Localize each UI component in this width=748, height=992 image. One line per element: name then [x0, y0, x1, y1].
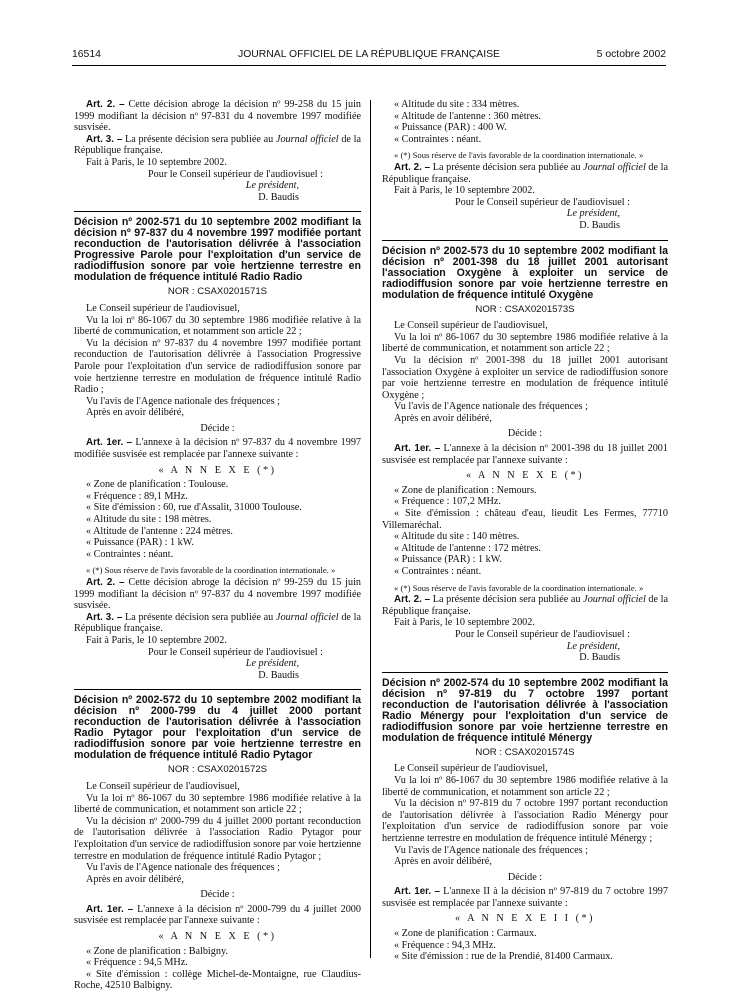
decide-heading: Décide :: [200, 422, 235, 434]
article-3: Art. 3. – La présente décision sera publiée au Journal officiel de la République française.: [74, 133, 362, 157]
issue-date: 5 octobre 2002: [596, 49, 666, 60]
paragraph: Après en avoir délibéré,: [394, 412, 492, 424]
header-rule: [72, 65, 666, 66]
signature-title: Le président,: [566, 208, 620, 220]
nor-reference: NOR : CSAX0201574S: [475, 746, 575, 758]
fait-line: Fait à Paris, le 10 septembre 2002.: [394, 617, 535, 629]
signature-title: Le président,: [566, 640, 620, 652]
annexe-heading: « A N N E X E (*): [158, 464, 277, 476]
paragraph: Vu l'avis de l'Agence nationale des fréquences ;: [86, 395, 280, 407]
page-number: 16514: [72, 49, 101, 60]
paragraph: Vu la loi nº 86-1067 du 30 septembre 1986 modifiée relative à la liberté de communication, et notamment son article 22 ;: [382, 331, 668, 355]
signature-pour: Pour le Conseil supérieur de l'audiovisuel :: [148, 168, 323, 180]
fait-line: Fait à Paris, le 10 septembre 2002.: [394, 185, 535, 197]
signature-title: Le président,: [245, 180, 299, 192]
nor-reference: NOR : CSAX0201573S: [475, 303, 575, 315]
annexe-list: [382, 928, 668, 963]
right-column: [382, 99, 668, 963]
list-item: « Site d'émission : château d'eau, lieudit Les Fermes, 77710 Villemaréchal.: [382, 508, 668, 531]
paragraph: Vu la décision nº 2000-799 du 4 juillet 2000 portant reconduction de l'autorisation délivrée à l'association Radio Pytagor pour l'exploitation d'un service de radiodiffusion sonore par voie hertzienne terrestre en modulation de fréquence intitulé Radio Pytagor ;: [74, 815, 361, 862]
list-item: « Altitude de l'antenne : 172 mètres.: [394, 542, 541, 554]
journal-title: JOURNAL OFFICIEL DE LA RÉPUBLIQUE FRANÇAISE: [238, 49, 500, 60]
annexe-list: [382, 485, 668, 578]
article-2: Art. 2. – La présente décision sera publiée au Journal officiel de la République française.: [382, 594, 669, 617]
annexe-list: [382, 99, 668, 145]
article-1: Art. 1er. – L'annexe à la décision nº 97-837 du 4 novembre 1997 modifiée susvisée est remplacée par l'annexe suivante :: [74, 437, 362, 461]
list-item: « Altitude du site : 140 mètres.: [394, 531, 520, 543]
list-item: « Site d'émission : collège Michel-de-Montaigne, rue Claudius-Roche, 42510 Balbigny.: [74, 968, 361, 992]
list-item: « Contraintes : néant.: [86, 548, 174, 560]
paragraph: Le Conseil supérieur de l'audiovisuel,: [394, 320, 548, 332]
column-divider: [370, 100, 371, 958]
list-item: « Site d'émission : rue de la Prendié, 81400 Carmaux.: [394, 951, 613, 963]
section-rule: [74, 211, 361, 212]
annexe-list: [74, 479, 361, 560]
article-1: Art. 1er. – L'annexe à la décision nº 2001-398 du 18 juillet 2001 susvisée est remplacée par l'annexe suivante :: [382, 443, 668, 466]
paragraph: Vu l'avis de l'Agence nationale des fréquences ;: [394, 401, 588, 413]
article-2: Art. 2. – Cette décision abroge la décision nº 99-258 du 15 juin 1999 modifiant la décision nº 97-831 du 4 novembre 1997 modifiée susvisée.: [74, 99, 362, 134]
decide-heading: Décide :: [507, 871, 543, 883]
list-item: « Contraintes : néant.: [394, 566, 482, 577]
annexe-heading: « A N N E X E I I (*): [455, 913, 595, 925]
paragraph: Vu l'avis de l'Agence nationale des fréquences ;: [86, 862, 280, 874]
paragraph: Vu la décision nº 97-837 du 4 novembre 1997 modifiée portant reconduction de l'autorisation délivrée à l'association Progressive Parole pour l'exploitation d'un service de radiodiffusion sonore par voie hertzienne terrestre en modulation de fréquence intitulé Radio Radio ;: [74, 337, 361, 396]
section-rule: [382, 672, 668, 673]
nor-reference: NOR : CSAX0201572S: [167, 764, 268, 776]
fait-line: Fait à Paris, le 10 septembre 2002.: [86, 634, 227, 646]
article-2: Art. 2. – Cette décision abroge la décision nº 99-259 du 15 juin 1999 modifiant la décision nº 97-837 du 4 novembre 1997 modifiée susvisée.: [74, 577, 362, 612]
paragraph: Vu la loi nº 86-1067 du 30 septembre 1986 modifiée relative à la liberté de communication, et notamment son article 22 ;: [382, 774, 668, 798]
paragraph: Vu la décision nº 2001-398 du 18 juillet 2001 autorisant l'association Oxygène à exploiter un service de radiodiffusion sonore par voie hertzienne terrestre en modulation de fréquence intitulé Oxygène ;: [382, 354, 668, 401]
article-3: Art. 3. – La présente décision sera publiée au Journal officiel de la République française.: [74, 611, 362, 635]
signature-name: D. Baudis: [579, 652, 620, 664]
list-item: « Altitude du site : 198 mètres.: [86, 514, 212, 526]
page-header: [72, 49, 666, 63]
annexe-note: « (*) Sous réserve de l'avis favorable de la coordination internationale. »: [394, 150, 644, 161]
annexe-list: [74, 946, 361, 992]
list-item: « Zone de planification : Balbigny.: [86, 945, 228, 957]
signature-pour: Pour le Conseil supérieur de l'audiovisuel :: [148, 646, 323, 658]
annexe-note: « (*) Sous réserve de l'avis favorable de la coordination internationale. »: [86, 565, 336, 576]
annexe-note: « (*) Sous réserve de l'avis favorable de la coordination internationale. »: [394, 582, 644, 593]
signature-name: D. Baudis: [579, 219, 620, 231]
paragraph: Après en avoir délibéré,: [86, 873, 184, 885]
paragraph: Le Conseil supérieur de l'audiovisuel,: [394, 763, 548, 775]
decide-heading: Décide :: [200, 889, 235, 901]
article-1: Art. 1er. – L'annexe à la décision nº 2000-799 du 4 juillet 2000 susvisée est remplacée par l'annexe suivante :: [74, 903, 361, 927]
list-item: « Puissance (PAR) : 400 W.: [394, 122, 507, 134]
paragraph: Après en avoir délibéré,: [394, 856, 492, 868]
list-item: « Zone de planification : Toulouse.: [86, 479, 229, 491]
list-item: « Site d'émission : 60, rue d'Assalit, 31000 Toulouse.: [86, 502, 302, 514]
paragraph: Vu l'avis de l'Agence nationale des fréquences ;: [394, 844, 588, 856]
paragraph: Après en avoir délibéré,: [86, 407, 184, 419]
list-item: « Contraintes : néant.: [394, 133, 482, 145]
article-2: Art. 2. – La présente décision sera publiée au Journal officiel de la République française.: [382, 161, 669, 185]
left-column: [74, 99, 361, 992]
section-rule: [74, 689, 361, 690]
list-item: « Zone de planification : Nemours.: [394, 484, 537, 496]
signature-name: D. Baudis: [258, 669, 299, 681]
paragraph: Le Conseil supérieur de l'audiovisuel,: [86, 780, 240, 792]
signature-name: D. Baudis: [258, 191, 299, 203]
decision-title: Décision nº 2002-572 du 10 septembre 2002 modifiant la décision nº 2000-799 du 4 juillet 2000 portant reconduction de l'autorisation délivrée à l'association Radio Pytagor pour l'exploitation d'un service de radiodiffusion sonore par voie hertzienne terrestre en modulation de fréquence intitulé Radio Pytagor: [74, 694, 361, 762]
decide-heading: Décide :: [507, 428, 543, 440]
list-item: « Altitude de l'antenne : 360 mètres.: [394, 110, 541, 122]
fait-line: Fait à Paris, le 10 septembre 2002.: [86, 156, 227, 168]
paragraph: Le Conseil supérieur de l'audiovisuel,: [86, 302, 240, 314]
paragraph: Vu la décision nº 97-819 du 7 octobre 1997 portant reconduction de l'autorisation délivrée à l'association Radio Ménergy pour l'exploitation d'un service de radiodiffusion sonore par voie hertzienne terrestre en modulation de fréquence intitulé Ménergy ;: [382, 798, 668, 844]
list-item: « Fréquence : 94,5 MHz.: [86, 957, 188, 969]
list-item: « Altitude du site : 334 mètres.: [394, 99, 520, 110]
list-item: « Altitude de l'antenne : 224 mètres.: [86, 525, 233, 537]
annexe-heading: « A N N E X E (*): [158, 931, 277, 943]
decision-title: Décision nº 2002-573 du 10 septembre 2002 modifiant la décision nº 2001-398 du 18 juillet 2001 autorisant l'association Oxygène à exploiter un service de radiodiffusion sonore par voie hertzienne terrestre en modulation de fréquence intitulé Oxygène: [382, 244, 668, 301]
decision-title: Décision nº 2002-571 du 10 septembre 2002 modifiant la décision nº 97-837 du 4 novembre 1997 modifiée portant reconduction de l'autorisation délivrée à l'association Progressive Parole pour l'exploitation d'un service de radiodiffusion sonore par voie hertzienne terrestre en modulation de fréquence intitulé Radio Radio: [74, 216, 361, 284]
article-1: Art. 1er. – L'annexe II à la décision nº 97-819 du 7 octobre 1997 susvisée est remplacée par l'annexe suivante :: [382, 886, 668, 909]
paragraph: Vu la loi nº 86-1067 du 30 septembre 1986 modifiée relative à la liberté de communication, et notamment son article 22 ;: [74, 314, 361, 338]
list-item: « Fréquence : 89,1 MHz.: [86, 490, 188, 502]
decision-title: Décision nº 2002-574 du 10 septembre 2002 modifiant la décision nº 97-819 du 7 octobre 1997 portant reconduction de l'autorisation délivrée à l'association Radio Ménergy pour l'exploitation d'un service de radiodiffusion sonore par voie hertzienne terrestre en modulation de fréquence intitulé Ménergy: [382, 676, 668, 744]
list-item: « Puissance (PAR) : 1 kW.: [86, 537, 194, 549]
list-item: « Fréquence : 94,3 MHz.: [394, 939, 496, 951]
section-rule: [382, 240, 668, 241]
list-item: « Fréquence : 107,2 MHz.: [394, 496, 501, 508]
nor-reference: NOR : CSAX0201571S: [167, 286, 268, 298]
paragraph: Vu la loi nº 86-1067 du 30 septembre 1986 modifiée relative à la liberté de communication, et notamment son article 22 ;: [74, 792, 361, 816]
annexe-heading: « A N N E X E (*): [465, 470, 585, 482]
list-item: « Zone de planification : Carmaux.: [394, 928, 537, 940]
list-item: « Puissance (PAR) : 1 kW.: [394, 554, 502, 566]
signature-pour: Pour le Conseil supérieur de l'audiovisuel :: [455, 196, 630, 208]
signature-pour: Pour le Conseil supérieur de l'audiovisuel :: [455, 628, 630, 640]
signature-title: Le président,: [245, 658, 299, 670]
